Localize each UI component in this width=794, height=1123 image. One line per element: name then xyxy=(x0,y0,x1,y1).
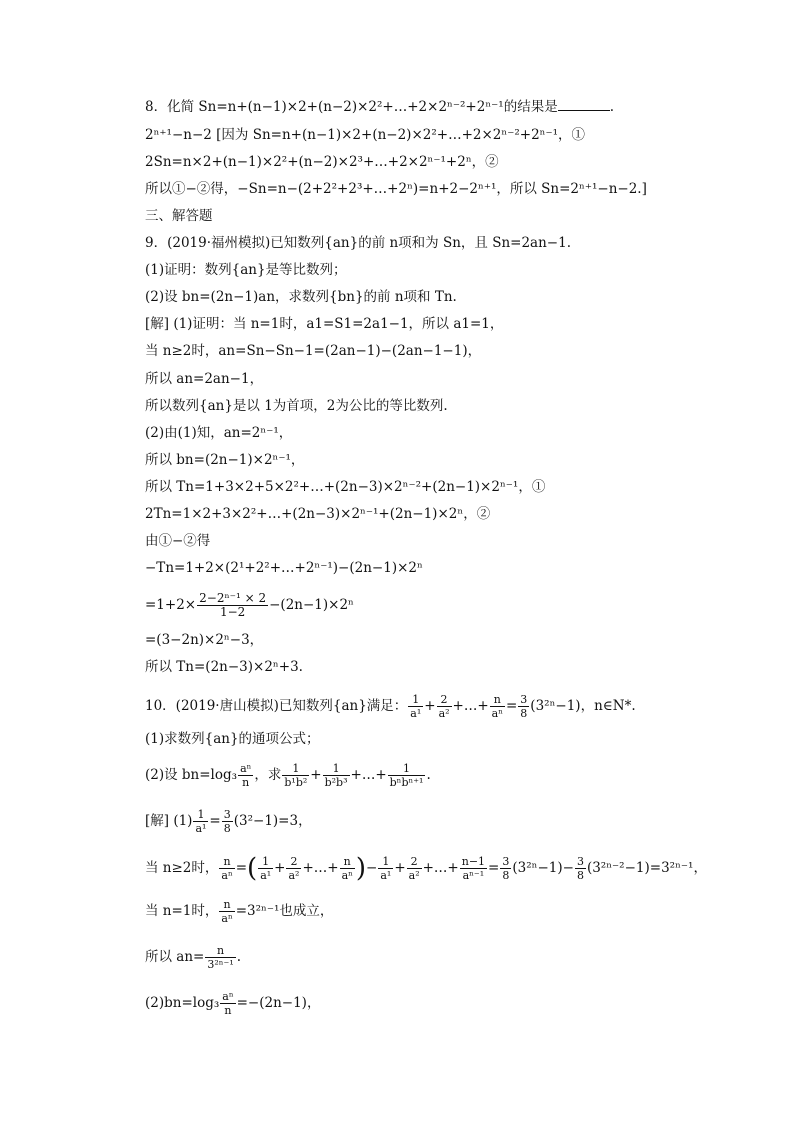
solution-9-line: 2Tn=1×2+3×2²+…+(2n−3)×2ⁿ⁻¹+(2n−1)×2ⁿ，② xyxy=(145,506,491,522)
solution-9-line: 所以 an=2an−1， xyxy=(145,371,264,387)
problem-10-part-1: (1)求数列{an}的通项公式； xyxy=(145,731,320,747)
solution-10-line: 所以 an= $\frac{n}{\text{3²ⁿ⁻¹}}$ . xyxy=(145,944,242,971)
solution-10-line: (2)bn=log₃ $\frac{\text{aⁿ}}{n}$ =−(2n−1)， xyxy=(145,990,321,1017)
solution-9-line: −Tn=1+2×(2¹+2²+…+2ⁿ⁻¹)−(2n−1)×2ⁿ xyxy=(145,560,423,576)
solution-9-fraction-line: =1+2× $\frac{\text{2−2ⁿ⁻¹ × 2}}{1-2}$ −(2n−1)×2ⁿ xyxy=(145,591,354,619)
problem-9-part-2: (2)设 bn=(2n−1)an，求数列{bn}的前 n项和 Tn. xyxy=(145,289,457,305)
solution-9-line: (2)由(1)知，an=2ⁿ⁻¹， xyxy=(145,425,293,441)
solution-9-line: 所以 Tn=(2n−3)×2ⁿ+3. xyxy=(145,659,303,675)
solution-9-line: 所以数列{an}是以 1为首项，2为公比的等比数列. xyxy=(145,398,448,414)
solution-10-line: 当 n=1时， $\frac{n}{\text{aⁿ}}$ =3²ⁿ⁻¹也成立， xyxy=(145,898,334,925)
problem-10-part-2: (2)设 bn=log₃ $\frac{\text{aⁿ}}{n}$ ，求 $\frac{1}{\text{b¹b²}}$ + $\frac{1}{\text{b²b³}}$ +…+ $\frac{1}{\text{bⁿbⁿ⁺¹}}$ . xyxy=(145,762,431,789)
solution-9-line: 所以 Tn=1+3×2+5×2²+…+(2n−3)×2ⁿ⁻²+(2n−1)×2ⁿ⁻¹，① xyxy=(145,479,546,495)
fraction: $\frac{\text{2−2ⁿ⁻¹ × 2}}{1-2}$ xyxy=(199,591,267,619)
solution-9-line: 所以 bn=(2n−1)×2ⁿ⁻¹， xyxy=(145,452,305,468)
problem-8: 8．化简 Sn=n+(n−1)×2+(n−2)×2²+…+2×2ⁿ⁻²+2ⁿ⁻¹的结果是 . xyxy=(145,99,614,115)
solution-10-line: 当 n≥2时， $\frac{n}{\text{aⁿ}}$ =( $\frac{1}{\text{a¹}}$ + $\frac{2}{\text{a²}}$ +…+ $\frac{n}{\text{aⁿ}}$ )− $\frac{1}{\text{a¹}}$ + $\frac{2}{\text{a²}}$ +…+ $\frac{n-1}{\text{aⁿ⁻¹}}$ = $\frac{3}{8}$ (3²ⁿ−1)− $\frac{3}{8}$ (3²ⁿ⁻²−1)=3²ⁿ⁻¹， xyxy=(145,853,707,884)
solution-9-line: 当 n≥2时，an=Sn−Sn−1=(2an−1)−(2an−1−1)， xyxy=(145,343,482,359)
solution-9-line: [解] (1)证明：当 n=1时，a1=S1=2a1−1，所以 a1=1， xyxy=(145,316,504,332)
problem-8-solution-1: 2ⁿ⁺¹−n−2 [因为 Sn=n+(n−1)×2+(n−2)×2²+…+2×2ⁿ⁻²+2ⁿ⁻¹，① xyxy=(145,127,586,143)
section-heading: 三、解答题 xyxy=(145,208,213,224)
solution-10-line: [解] (1) $\frac{1}{\text{a¹}}$ = $\frac{3}{8}$ (3²−1)=3， xyxy=(145,808,312,835)
solution-9-line: =(3−2n)×2ⁿ−3， xyxy=(145,632,264,648)
solution-9-line: 由①−②得 xyxy=(145,533,211,549)
problem-8-solution-3: 所以①−②得，−Sn=n−(2+2²+2³+…+2ⁿ)=n+2−2ⁿ⁺¹，所以 Sn=2ⁿ⁺¹−n−2.] xyxy=(145,181,647,197)
problem-9: 9．(2019·福州模拟)已知数列{an}的前 n项和为 Sn，且 Sn=2an−1. xyxy=(145,235,571,251)
problem-8-solution-2: 2Sn=n×2+(n−1)×2²+(n−2)×2³+…+2×2ⁿ⁻¹+2ⁿ，② xyxy=(145,154,499,170)
answer-blank xyxy=(558,98,610,111)
problem-10: 10．(2019·唐山模拟)已知数列{an}满足： $\frac{1}{\text{a¹}}$ + $\frac{2}{\text{a²}}$ +…+ $\frac{n}{\text{aⁿ}}$ = $\frac{3}{8}$ (3²ⁿ−1)，n∈N*. xyxy=(145,693,636,720)
problem-9-part-1: (1)证明：数列{an}是等比数列； xyxy=(145,262,347,278)
